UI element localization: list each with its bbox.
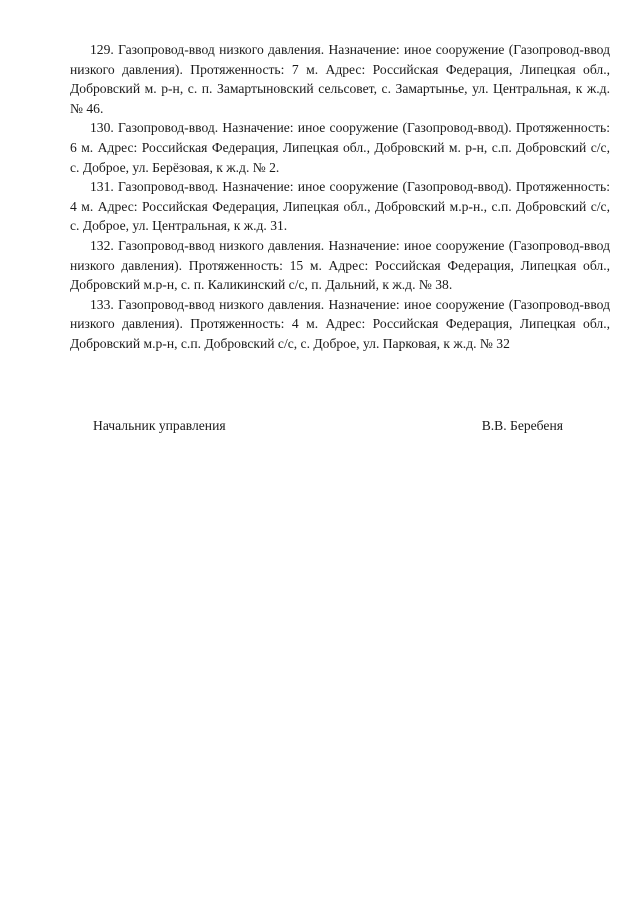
item-number: 131. — [90, 179, 114, 195]
item-number: 129. — [90, 42, 114, 57]
signatory-position: Начальник управления — [93, 418, 226, 433]
item-text: Газопровод-ввод низкого давления. Назначение: иное сооружение (Газопровод-ввод низкого давления). Протяженность: 7 м. Адрес: Российская Федерация, Липецкая обл., Добровский м. р-н, с. п. Замартыновский сельсовет, с. Замартынье, ул. Центральная, к ж.д. № 46. — [70, 42, 610, 116]
item-number: 133. — [90, 296, 114, 312]
list-item-132 — [70, 236, 610, 295]
item-text: Газопровод-ввод. Назначение: иное сооружение (Газопровод-ввод). Протяженность: 4 м. Адрес: Российская Федерация, Липецкая обл., Добровский м.р-н., с.п. Добровский с/с, с. Доброе, ул. Центральная, к ж.д. 31. — [70, 179, 610, 234]
list-item-133 — [70, 295, 610, 354]
item-number: 130. — [90, 120, 114, 136]
item-text: Газопровод-ввод. Назначение: иное сооружение (Газопровод-ввод). Протяженность: 6 м. Адрес: Российская Федерация, Липецкая обл., Добровский м. р-н, с.п. Добровский с/с, с. Доброе, ул. Берёзовая, к ж.д. № 2. — [70, 120, 610, 175]
signatory-name: В.В. Беребеня — [481, 418, 563, 433]
document-body — [70, 40, 610, 354]
item-text: Газопровод-ввод низкого давления. Назначение: иное сооружение (Газопровод-ввод низкого давления). Протяженность: 15 м. Адрес: Российская Федерация, Липецкая обл., Добровский м.р-н, с. п. Каликинский с/с, п. Дальний, к ж.д. № 38. — [70, 237, 610, 293]
list-item-129 — [70, 40, 610, 118]
item-number: 132. — [90, 237, 114, 253]
list-item-130 — [70, 118, 610, 177]
list-item-131 — [70, 177, 610, 236]
signature-block — [93, 416, 563, 436]
item-text: Газопровод-ввод низкого давления. Назначение: иное сооружение (Газопровод-ввод низкого давления). Протяженность: 4 м. Адрес: Российская Федерация, Липецкая обл., Добровский м.р-н, с.п. Добровский с/с, с. Доброе, ул. Парковая, к ж.д. № 32 — [70, 296, 610, 351]
